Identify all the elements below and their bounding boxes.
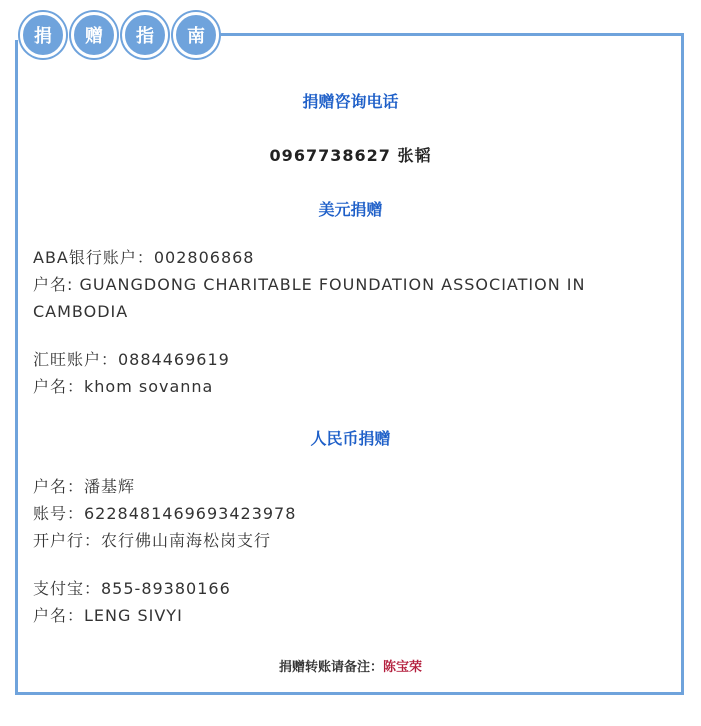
aba-account: ABA银行账户：002806868 [33,248,255,267]
title-char-4: 南 [173,12,219,58]
usd-aba-block [33,244,668,325]
title-char-1: 捐 [20,12,66,58]
rmb-bank-block [33,473,668,554]
rmb-bank: 开户行：农行佛山南海松岗支行 [33,531,272,550]
guide-title [20,12,219,58]
aba-name-line2: CAMBODIA [33,302,129,321]
rmb-account: 账号：6228481469693423978 [33,504,297,523]
rmb-name: 户名：潘基辉 [33,477,136,496]
phone-number: 0967738627 张韬 [269,146,432,165]
alipay-account: 支付宝：855-89380166 [33,579,231,598]
transfer-note [0,656,701,675]
title-char-2: 赠 [71,12,117,58]
wing-account: 汇旺账户：0884469619 [33,350,230,369]
aba-name-line1: 户名: GUANGDONG CHARITABLE FOUNDATION ASSOCIATION IN [33,275,586,294]
rmb-alipay-block [33,575,668,629]
note-prefix: 捐赠转账请备注： [278,660,383,675]
wing-name: 户名：khom sovanna [33,377,214,396]
alipay-name: 户名：LENG SIVYI [33,606,183,625]
usd-wing-block [33,346,668,400]
title-char-3: 指 [122,12,168,58]
donation-content [33,88,668,629]
rmb-heading: 人民币捐赠 [310,429,391,448]
phone-heading: 捐赠咨询电话 [302,92,399,111]
note-highlight: 陈宝荣 [383,660,423,675]
usd-heading: 美元捐赠 [318,200,383,219]
